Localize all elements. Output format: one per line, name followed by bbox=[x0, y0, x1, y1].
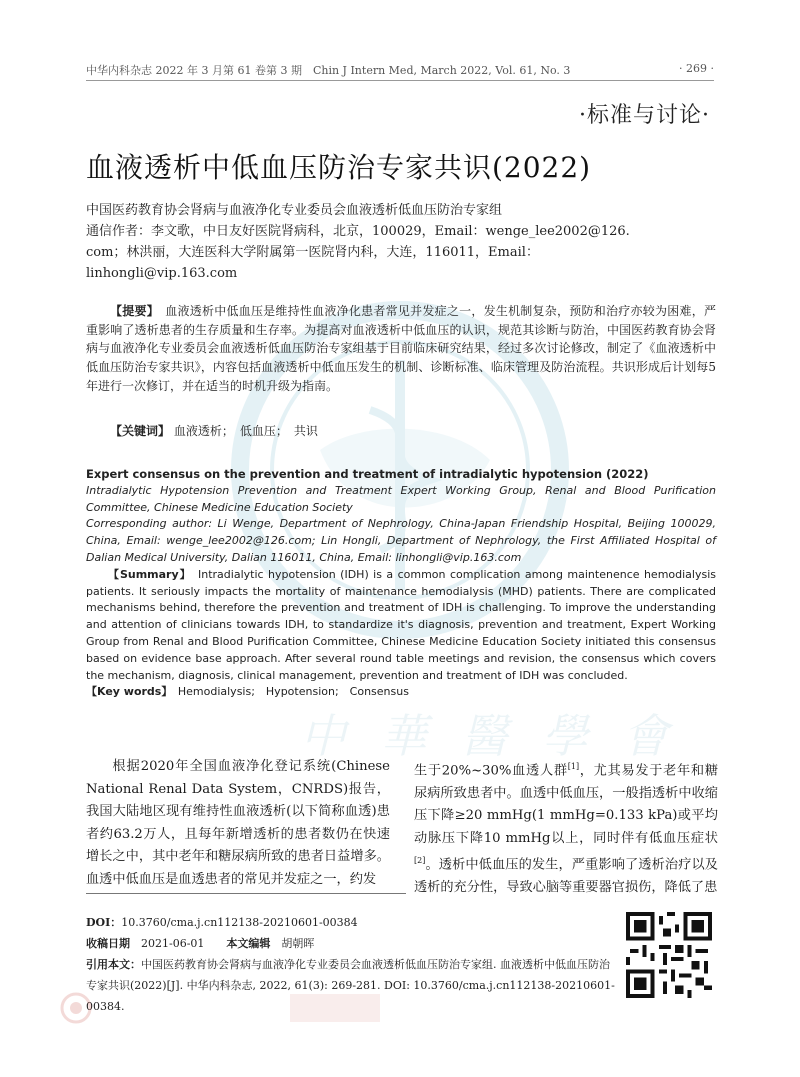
body-paragraph: 根据2020年全国血液净化登记系统(Chinese National Renal Data System，CNRDS)报告，我国大陆地区现有维持性血液透析(以下简称血透)患者约63.2万人，且每年新增透析的患者数仍在快速增长之中，其中老年和糖尿病所致的患者日益增多。血透中低血压是血透患者的常见并发症之一，约发 bbox=[86, 759, 390, 887]
reference-2[interactable]: [2] bbox=[414, 856, 426, 866]
received-label: 收稿日期 bbox=[86, 937, 130, 950]
body-column-left bbox=[86, 756, 390, 891]
journal-header: 中华内科杂志 2022 年 3 月第 61 卷第 3 期 Chin J Intern Med, March 2022, Vol. 61, No. 3 bbox=[86, 64, 571, 77]
editor-label: 本文编辑 bbox=[226, 937, 271, 950]
abstract-cn-label: 【提要】 bbox=[110, 304, 153, 318]
abstract-en-keywords: Hemodialysis; Hypotension; Consensus bbox=[177, 685, 409, 699]
doi-value[interactable]: 10.3760/cma.j.cn112138-20210601-00384 bbox=[121, 916, 358, 929]
section-label: ·标准与讨论· bbox=[579, 103, 710, 128]
abstract-cn bbox=[86, 302, 716, 396]
reference-1[interactable]: [1] bbox=[567, 762, 580, 771]
abstract-en-corresponding: Corresponding author: Li Wenge, Department of Nephrology, China-Japan Friendship Hospital, Beijing 100029, China, Email: wenge_lee2002@126.com; Lin Hongli, Department of Nephrology, the First Affiliated Hospital of Dalian Medical University, Dalian 116011, China, Email: linhongli@vip.163.com bbox=[86, 517, 716, 564]
abstract-en-summary-label: 【Summary】 bbox=[108, 567, 187, 581]
abstract-cn-text: 血液透析中低血压是维持性血液净化患者常见并发症之一，发生机制复杂，预防和治疗亦较为困难，严重影响了透析患者的生存质量和生存率。为提高对血液透析中低血压的认识，规范其诊断与防治，中国医药教育协会肾病与血液净化专业委员会血液透析低血压防治专家组基于目前临床研究结果，经过多次讨论修改，制定了《血液透析中低血压防治专家共识》，内容包括血液透析中低血压发生的机制、诊断标准、临床管理及防治流程。共识形成后计划每5年进行一次修订，并在适当的时机升级为指南。 bbox=[86, 304, 716, 393]
abstract-en bbox=[86, 466, 716, 701]
author-group: 中国医药教育协会肾病与血液净化专业委员会血液透析低血压防治专家组 bbox=[86, 203, 503, 218]
contact-line-2: com；林洪丽，大连医科大学附属第一医院肾内科，大连，116011，Email： bbox=[86, 245, 539, 260]
watermark-text: 中 華 醫 學 會 bbox=[300, 709, 679, 763]
editor-name: 胡朝晖 bbox=[281, 937, 315, 950]
keywords-cn-label: 【关键词】 bbox=[110, 424, 171, 438]
page-number: · 269 · bbox=[679, 62, 714, 75]
abstract-en-summary: Intradialytic hypotension (IDH) is a common complication among maintenence hemodialysis patients. It seriously impacts the mortality of maintenance hemodialysis (MHD) patients. There are complicated mechanisms behind, therefore the prevention and treatment of IDH is challenging. To improve the understanding and attention of clinicians towards IDH, to standardize it's diagnosis, prevention and treatment, Expert Working Group from Renal and Blood Purification Committee, Chinese Medicine Education Society initiated this consensus based on evidence base approach. After several round table meetings and revision, the consensus which covers the mechanism, diagnosis, clinical management, prevention and treatment of IDH was concluded. bbox=[86, 567, 717, 682]
abstract-en-group: Intradialytic Hypotension Prevention and Treatment Expert Working Group, Renal and Blood Purification Committee, Chinese Medicine Education Society bbox=[86, 483, 716, 514]
body-column-right bbox=[414, 756, 718, 900]
publisher-logo-icon bbox=[60, 988, 390, 1028]
footnote-rule bbox=[86, 893, 406, 894]
received-date: 2021-06-01 bbox=[141, 937, 205, 950]
keywords-cn bbox=[86, 422, 318, 439]
body-text-b: ，尤其易发于老年和糖尿病所致患者中。血透中低血压，一般指透析中收缩压下降≥20 mmHg(1 mmHg=0.133 kPa)或平均动脉压下降10 mmHg以上，同时伴有低血压症状 bbox=[414, 763, 719, 846]
abstract-en-keywords-label: 【Key words】 bbox=[86, 685, 167, 699]
doi-label: DOI： bbox=[86, 916, 122, 929]
contact-line-1: 通信作者：李文歌，中日友好医院肾病科，北京，100029，Email：wenge_lee2002@126. bbox=[86, 224, 630, 239]
author-block bbox=[86, 200, 716, 284]
keywords-cn-text: 血液透析； 低血压； 共识 bbox=[173, 424, 318, 438]
cite-label: 引用本文： bbox=[86, 958, 141, 971]
header-rule bbox=[86, 80, 714, 81]
cite-text: 中国医药教育协会肾病与血液净化专业委员会血液透析低血压防治专家组. 血液透析中低血压防治专家共识(2022)[J]. 中华内科杂志, 2022, 61(3): 269-281. DOI: 10.3760/cma.j.cn112138-20210601-00384. bbox=[86, 958, 615, 1013]
body-text-a: 生于20%~30%血透人群 bbox=[414, 763, 568, 779]
qr-code-icon[interactable] bbox=[626, 912, 712, 998]
abstract-en-title: Expert consensus on the prevention and treatment of intradialytic hypotension (2022) bbox=[86, 467, 649, 481]
contact-line-3: linhongli@vip.163.com bbox=[86, 266, 238, 281]
body-text-c: 。透析中低血压的发生，严重影响了透析治疗以及透析的充分性，导致心脑等重要器官损伤，降低了患 bbox=[414, 857, 718, 896]
article-title: 血液透析中低血压防治专家共识(2022) bbox=[86, 151, 592, 184]
